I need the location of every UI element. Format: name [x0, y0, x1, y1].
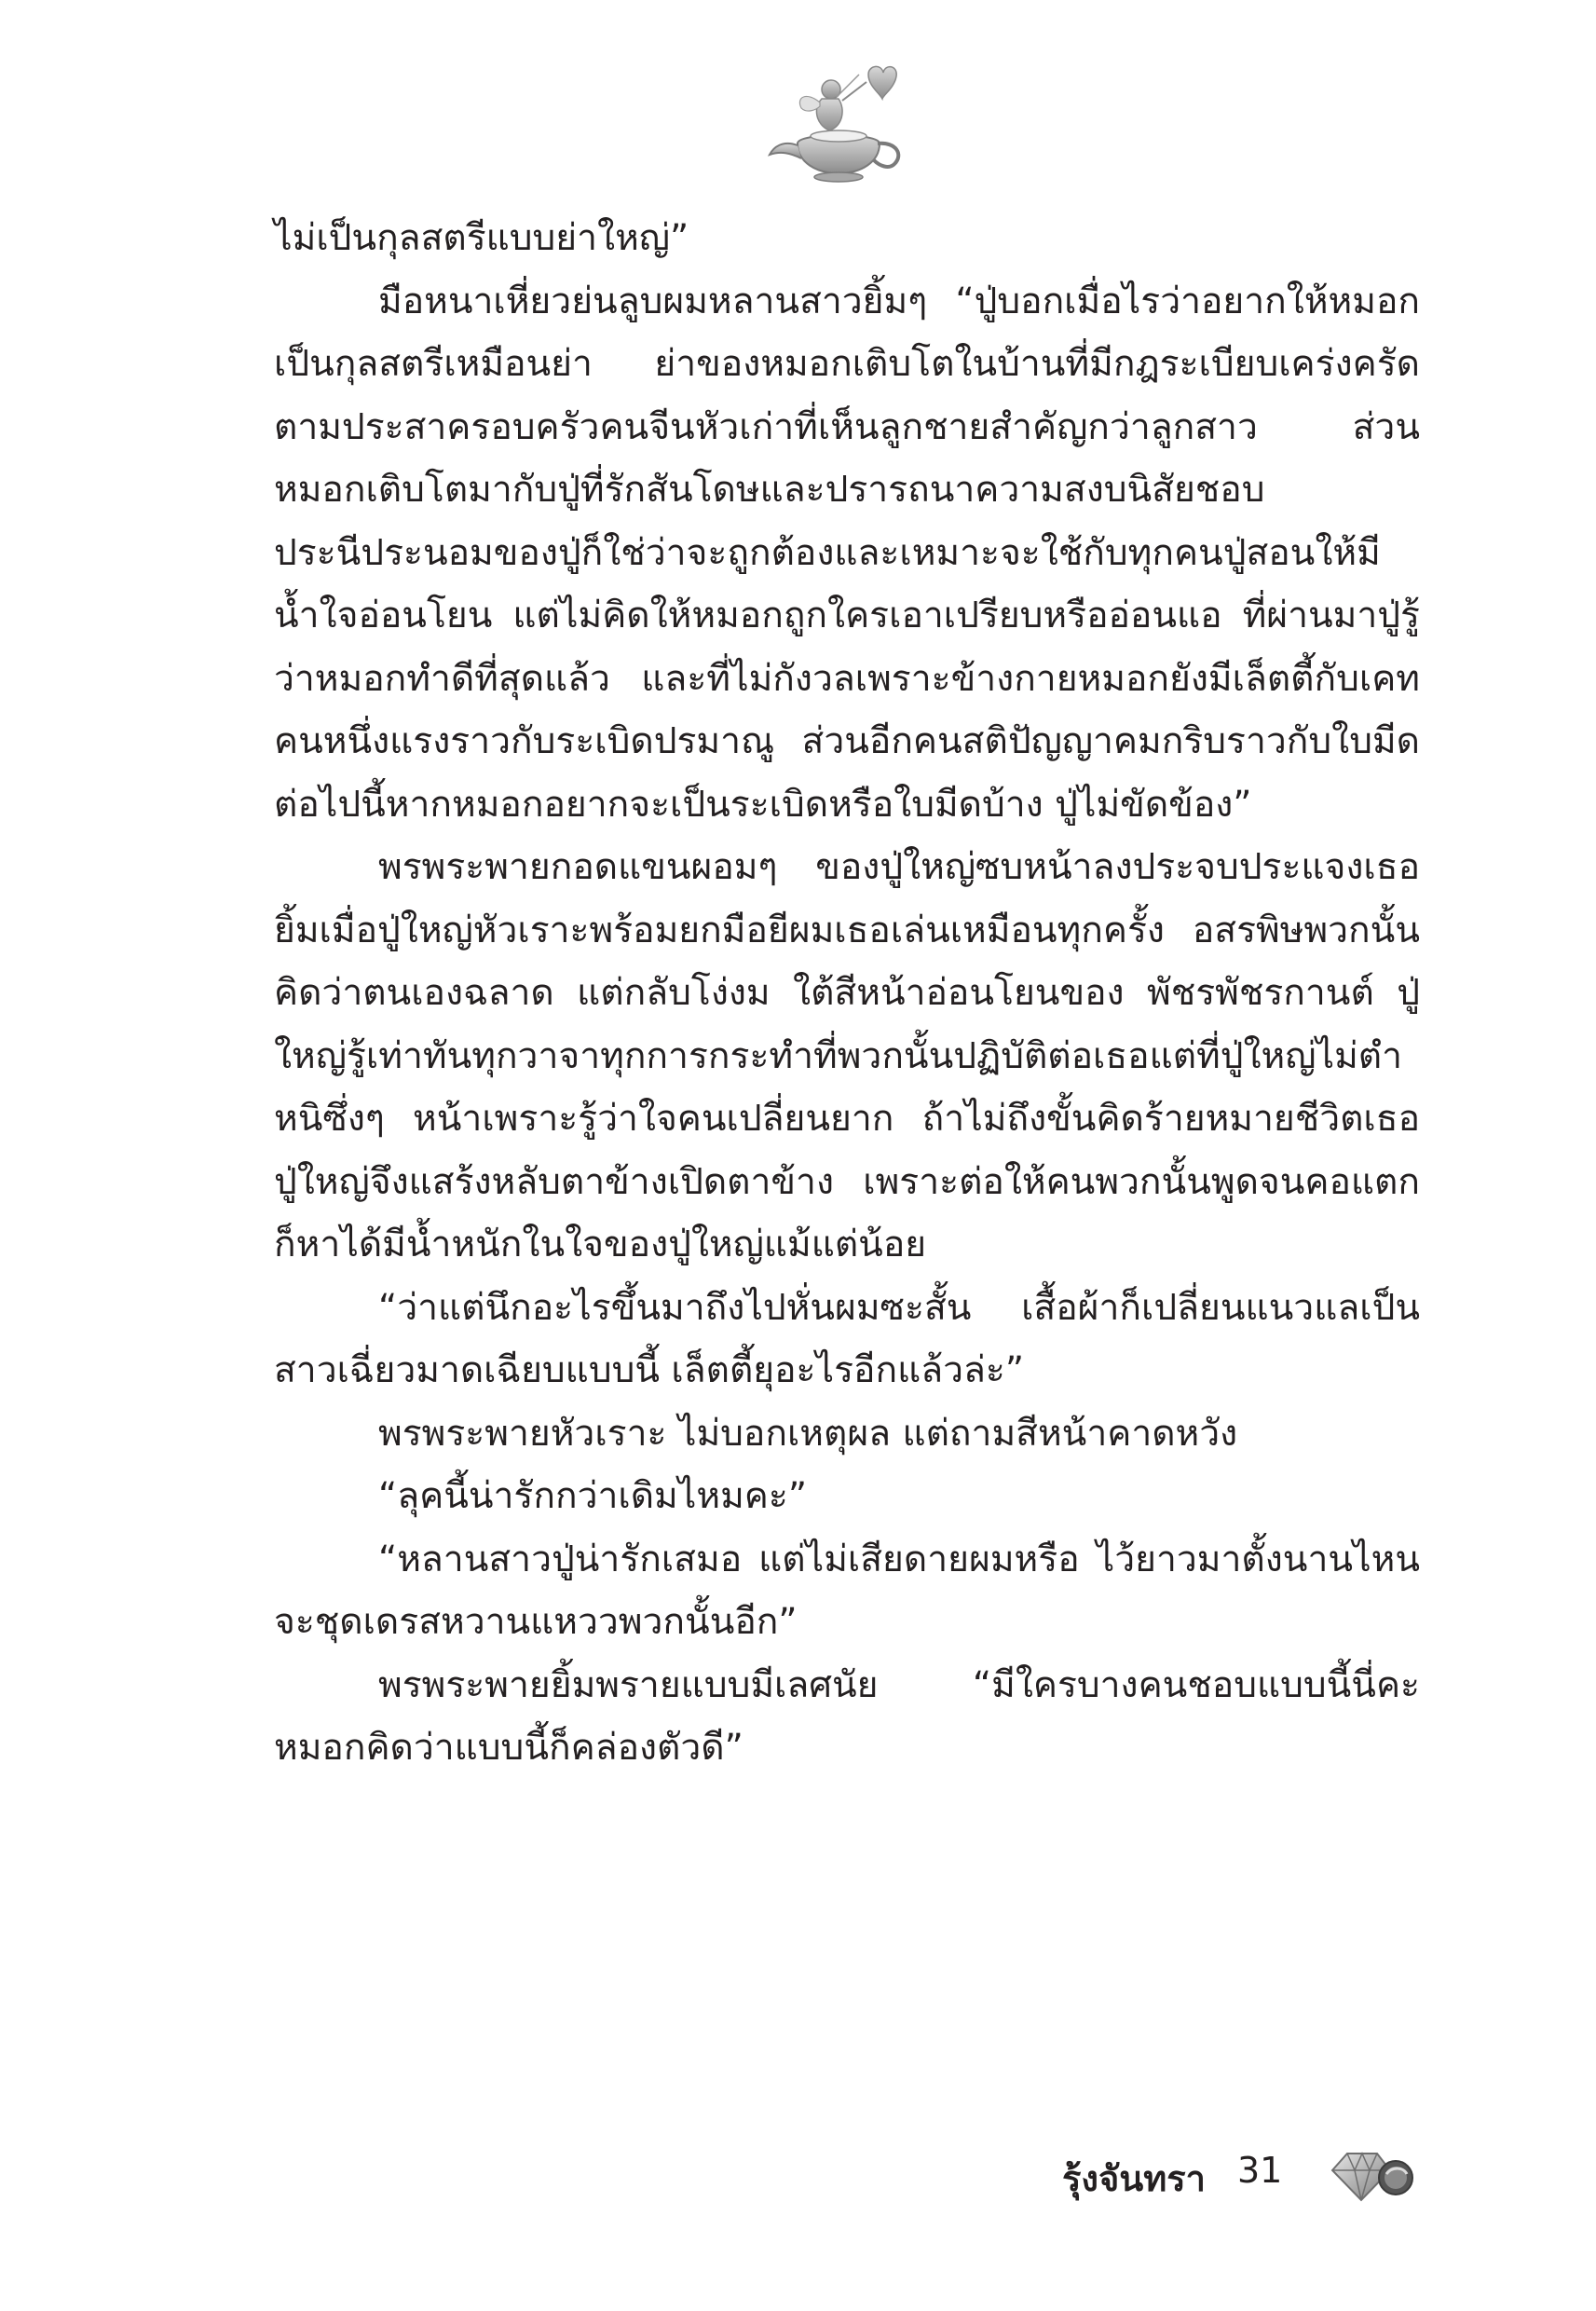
- paragraph-1: ไม่เป็นกุลสตรีแบบย่าใหญ่”: [274, 217, 689, 259]
- paragraph-7: “หลานสาวปู่น่ารักเสมอ แต่ไม่เสียดายผมหรือ ไว้ยาวมาตั้งนานไหนจะชุดเดรสหวานแหววพวกนั้นอีก”: [274, 1538, 1420, 1643]
- paragraph-2: มือหนาเหี่ยวย่นลูบผมหลานสาวยิ้มๆ “ปู่บอกเมื่อไรว่าอยากให้หมอกเป็นกุลสตรีเหมือนย่า ย่าของหมอกเติบโตในบ้านที่มีกฎระเบียบเคร่งครัดตามประสาครอบครัวคนจีนหัวเก่าที่เห็นลูกชายสำคัญกว่าลูกสาว ส่วนหมอกเติบโตมากับปู่ที่รักสันโดษและปรารถนาความสงบนิสัยชอบประนีประนอมของปู่ก็ใช่ว่าจะถูกต้องและเหมาะจะใช้กับทุกคนปู่สอนให้มีน้ำใจอ่อนโยน แต่ไม่คิดให้หมอกถูกใครเอาเปรียบหรืออ่อนแอ ที่ผ่านมาปู่รู้ว่าหมอกทำดีที่สุดแล้ว และที่ไม่กังวลเพราะข้างกายหมอกยังมีเล็ตตี้กับเคท คนหนึ่งแรงราวกับระเบิดปรมาณู ส่วนอีกคนสติปัญญาคมกริบราวกับใบมีด ต่อไปนี้หากหมอกอยากจะเป็นระเบิดหรือใบมีดบ้าง ปู่ไม่ขัดข้อง”: [274, 280, 1420, 826]
- page-number: 31: [1237, 2150, 1283, 2191]
- paragraph-8: พรพระพายยิ้มพรายแบบมีเลศนัย “มีใครบางคนชอบแบบนี้นี่คะหมอกคิดว่าแบบนี้ก็คล่องตัวดี”: [274, 1663, 1420, 1769]
- main-text: [274, 207, 1420, 1780]
- gem-ornament-icon: [1325, 2139, 1418, 2213]
- running-title: รุ้งจันทรา: [1062, 2158, 1207, 2199]
- paragraph-4: “ว่าแต่นึกอะไรขึ้นมาถึงไปหั่นผมซะสั้น เสื้อผ้าก็เปลี่ยนแนวแลเป็นสาวเฉี่ยวมาดเฉียบแบบนี้ เล็ตตี้ยุอะไรอีกแล้วล่ะ”: [274, 1286, 1420, 1391]
- page-footer: [1062, 2139, 1453, 2232]
- paragraph-3: พรพระพายกอดแขนผอมๆ ของปู่ใหญ่ซบหน้าลงประจบประแจงเธอยิ้มเมื่อปู่ใหญ่หัวเราะพร้อมยกมือยีผมเธอเล่นเหมือนทุกครั้ง อสรพิษพวกนั้นคิดว่าตนเองฉลาด แต่กลับโง่งม ใต้สีหน้าอ่อนโยนของ พัชรพัชรกานต์ ปู่ใหญ่รู้เท่าทันทุกวาจาทุกการกระทำที่พวกนั้นปฏิบัติต่อเธอแต่ที่ปู่ใหญ่ไม่ตำหนิซึ่งๆ หน้าเพราะรู้ว่าใจคนเปลี่ยนยาก ถ้าไม่ถึงขั้นคิดร้ายหมายชีวิตเธอ ปู่ใหญ่จึงแสร้งหลับตาข้างเปิดตาข้าง เพราะต่อให้คนพวกนั้นพูดจนคอแตกก็หาได้มีน้ำหนักในใจของปู่ใหญ่แม้แต่น้อย: [274, 846, 1420, 1265]
- paragraph-5: พรพระพายหัวเราะ ไม่บอกเหตุผล แต่ถามสีหน้าคาดหวัง: [378, 1412, 1238, 1455]
- cupid-teapot-ornament-icon: [764, 54, 913, 194]
- paragraph-6: “ลุคนี้น่ารักกว่าเดิมไหมคะ”: [378, 1475, 808, 1517]
